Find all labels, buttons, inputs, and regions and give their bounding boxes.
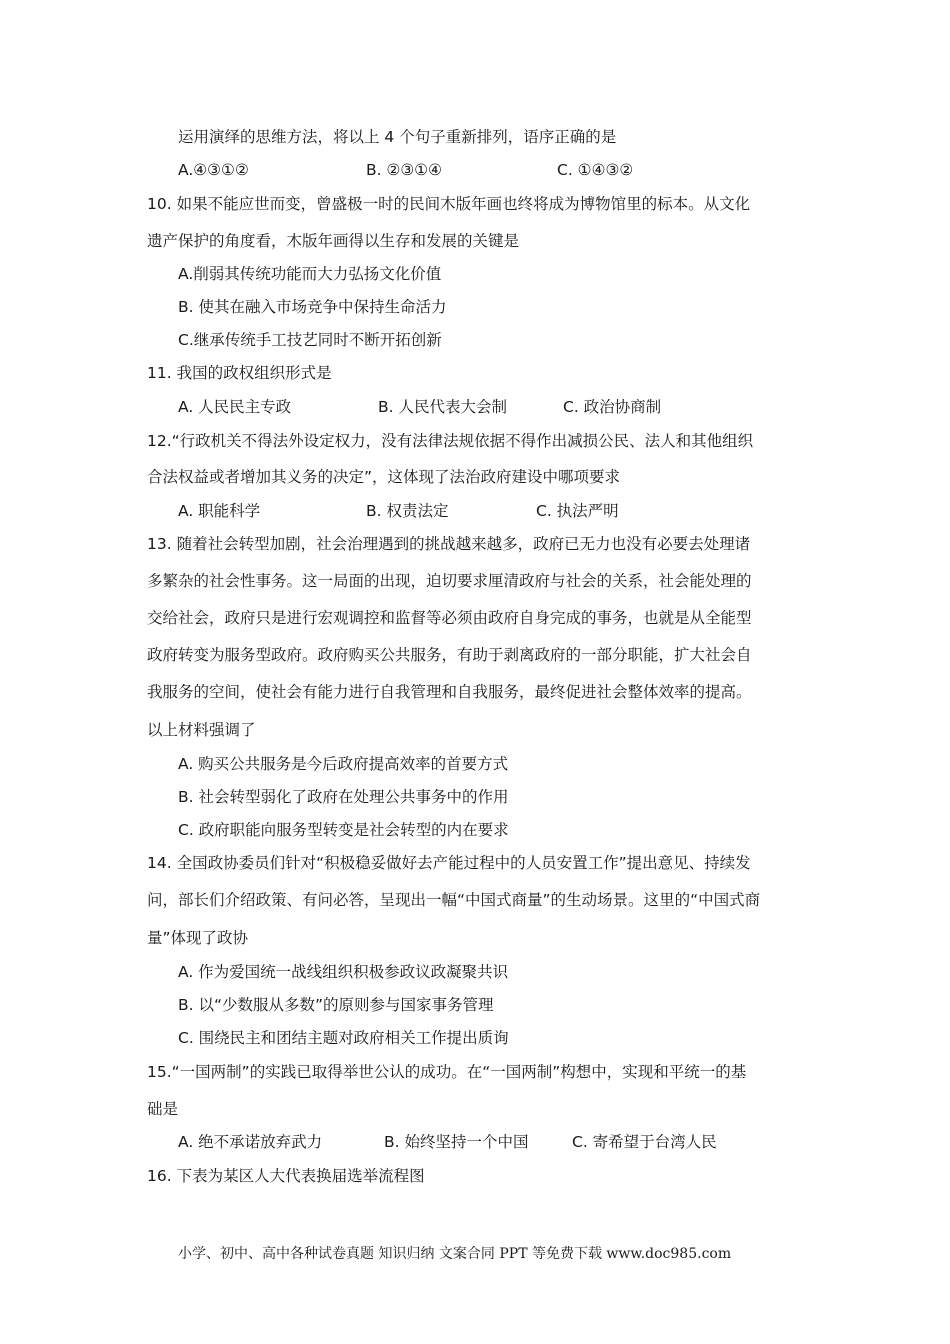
q10-stem-line-2: 遗产保护的角度看，木版年画得以生存和发展的关键是 [147, 232, 520, 250]
q13-option-c: C. 政府职能向服务型转变是社会转型的内在要求 [178, 821, 509, 839]
q14-option-c: C. 围绕民主和团结主题对政府相关工作提出质询 [178, 1029, 509, 1047]
q14-option-b: B. 以“少数服从多数”的原则参与国家事务管理 [178, 996, 494, 1014]
q12-option-a: A. 职能科学 [178, 502, 261, 520]
q15-option-c: C. 寄希望于台湾人民 [572, 1133, 717, 1151]
q13-stem-line-2: 多繁杂的社会性事务。这一局面的出现，迫切要求厘清政府与社会的关系，社会能处理的 [147, 572, 752, 590]
q11-stem: 11. 我国的政权组织形式是 [147, 364, 332, 382]
q14-option-a: A. 作为爱国统一战线组织积极参政议政凝聚共识 [178, 963, 509, 981]
q10-option-b: B. 使其在融入市场竞争中保持生命活力 [178, 298, 447, 316]
q9-option-c: C. ①④③② [557, 161, 634, 179]
q15-stem-line-1: 15.“一国两制”的实践已取得举世公认的成功。在“一国两制”构想中，实现和平统一的基 [147, 1063, 747, 1081]
q13-stem-line-1: 13. 随着社会转型加剧，社会治理遇到的挑战越来越多，政府已无力也没有必要去处理诸 [147, 535, 751, 553]
q15-option-b: B. 始终坚持一个中国 [384, 1133, 529, 1151]
q13-stem-line-5: 我服务的空间，使社会有能力进行自我管理和自我服务，最终促进社会整体效率的提高。 [147, 683, 752, 701]
q13-option-a: A. 购买公共服务是今后政府提高效率的首要方式 [178, 755, 509, 773]
q13-stem-line-6: 以上材料强调了 [147, 721, 256, 739]
q15-stem-line-2: 础是 [147, 1100, 179, 1118]
q16-stem: 16. 下表为某区人大代表换届选举流程图 [147, 1167, 425, 1185]
q13-stem-line-3: 交给社会，政府只是进行宏观调控和监督等必须由政府自身完成的事务，也就是从全能型 [147, 609, 752, 627]
page-footer: 小学、初中、高中各种试卷真题 知识归纳 文案合同 PPT 等免费下载 www.doc985.com [178, 1246, 732, 1262]
q13-option-b: B. 社会转型弱化了政府在处理公共事务中的作用 [178, 788, 509, 806]
q15-option-a: A. 绝不承诺放弃武力 [178, 1133, 323, 1151]
q10-option-c: C.继承传统手工技艺同时不断开拓创新 [178, 331, 442, 349]
q12-stem-line-2: 合法权益或者增加其义务的决定”，这体现了法治政府建设中哪项要求 [147, 468, 621, 486]
q9-stem-line: 运用演绎的思维方法，将以上 4 个句子重新排列，语序正确的是 [178, 128, 617, 146]
q9-option-a: A.④③①② [178, 161, 249, 179]
q14-stem-line-3: 量”体现了政协 [147, 929, 249, 947]
q14-stem-line-2: 问，部长们介绍政策、有问必答，呈现出一幅“中国式商量”的生动场景。这里的“中国式商 [147, 891, 761, 909]
q10-stem-line-1: 10. 如果不能应世而变，曾盛极一时的民间木版年画也终将成为博物馆里的标本。从文化 [147, 195, 751, 213]
q13-stem-line-4: 政府转变为服务型政府。政府购买公共服务，有助于剥离政府的一部分职能，扩大社会自 [147, 646, 752, 664]
q14-stem-line-1: 14. 全国政协委员们针对“积极稳妥做好去产能过程中的人员安置工作”提出意见、持续发 [147, 854, 751, 872]
q11-option-b: B. 人民代表大会制 [378, 398, 507, 416]
q10-option-a: A.削弱其传统功能而大力弘扬文化价值 [178, 265, 442, 283]
q12-stem-line-1: 12.“行政机关不得法外设定权力，没有法律法规依据不得作出减损公民、法人和其他组织 [147, 432, 754, 450]
q12-option-b: B. 权责法定 [366, 502, 449, 520]
q9-option-b: B. ②③①④ [366, 161, 443, 179]
q11-option-c: C. 政治协商制 [563, 398, 662, 416]
q11-option-a: A. 人民民主专政 [178, 398, 292, 416]
q12-option-c: C. 执法严明 [536, 502, 619, 520]
